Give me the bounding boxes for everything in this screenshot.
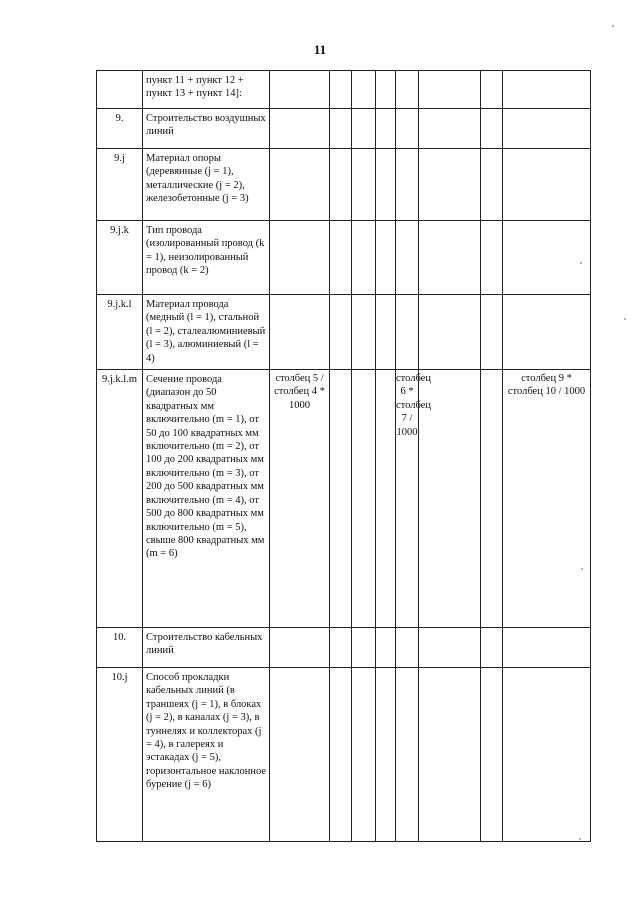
- row-description-cell: пункт 11 + пункт 12 + пункт 13 + пункт 14]:: [143, 71, 270, 109]
- table-row: [97, 668, 591, 842]
- value-cell: [481, 628, 503, 668]
- value-cell: [330, 370, 352, 628]
- value-cell: [330, 668, 352, 842]
- value-cell: [481, 370, 503, 628]
- formula-cell-col1: [270, 149, 330, 221]
- value-cell: [419, 221, 481, 295]
- formula-cell-col5: [396, 668, 419, 842]
- row-number-cell: 9.j.k.l: [97, 295, 143, 370]
- scan-speck: [581, 568, 583, 570]
- value-cell: [330, 71, 352, 109]
- row-number-cell: 9.: [97, 109, 143, 149]
- value-cell: [376, 668, 396, 842]
- table-row: [97, 370, 591, 628]
- row-description-cell: Материал опоры (деревянные (j = 1), металлические (j = 2), железобетонные (j = 3): [143, 149, 270, 221]
- value-cell: [481, 221, 503, 295]
- value-cell: [376, 71, 396, 109]
- value-cell: [481, 71, 503, 109]
- table-row: [97, 109, 591, 149]
- value-cell: [481, 295, 503, 370]
- value-cell: [376, 370, 396, 628]
- value-cell: [352, 668, 376, 842]
- value-cell: [376, 109, 396, 149]
- value-cell: [352, 221, 376, 295]
- table-row: [97, 628, 591, 668]
- row-description-cell: Строительство воздушных линий: [143, 109, 270, 149]
- formula-cell-col8: столбец 9 * столбец 10 / 1000: [503, 370, 591, 628]
- value-cell: [419, 71, 481, 109]
- table-row: [97, 221, 591, 295]
- formula-cell-col5: [396, 71, 419, 109]
- value-cell: [352, 370, 376, 628]
- value-cell: [352, 71, 376, 109]
- formula-cell-col1: столбец 5 / столбец 4 * 1000: [270, 370, 330, 628]
- formula-cell-col1: [270, 628, 330, 668]
- formula-cell-col8: [503, 109, 591, 149]
- formula-cell-col1: [270, 109, 330, 149]
- value-cell: [352, 149, 376, 221]
- formula-cell-col8: [503, 668, 591, 842]
- value-cell: [330, 221, 352, 295]
- row-description-cell: Тип провода (изолированный провод (k = 1), неизолированный провод (k = 2): [143, 221, 270, 295]
- formula-cell-col5: [396, 149, 419, 221]
- row-number-cell: 10.: [97, 628, 143, 668]
- value-cell: [330, 109, 352, 149]
- formula-cell-col8: [503, 628, 591, 668]
- page-number: 11: [313, 42, 327, 57]
- value-cell: [330, 628, 352, 668]
- formula-cell-col8: [503, 221, 591, 295]
- value-cell: [352, 109, 376, 149]
- row-number-cell: 9.j.k: [97, 221, 143, 295]
- row-number-cell: 9.j: [97, 149, 143, 221]
- formula-cell-col5: столбец 6 * столбец 7 / 1000: [396, 370, 419, 628]
- formula-cell-col1: [270, 668, 330, 842]
- value-cell: [330, 149, 352, 221]
- row-number-cell: 9.j.k.l.m: [97, 370, 143, 628]
- formula-cell-col8: [503, 295, 591, 370]
- formula-cell-col5: [396, 295, 419, 370]
- value-cell: [481, 109, 503, 149]
- row-number-cell: [97, 71, 143, 109]
- formula-cell-col5: [396, 221, 419, 295]
- scan-speck: [624, 318, 626, 320]
- value-cell: [376, 149, 396, 221]
- table-row: [97, 149, 591, 221]
- formula-cell-col8: [503, 149, 591, 221]
- value-cell: [419, 149, 481, 221]
- value-cell: [419, 628, 481, 668]
- value-cell: [352, 628, 376, 668]
- formula-cell-col1: [270, 221, 330, 295]
- row-number-cell: 10.j: [97, 668, 143, 842]
- row-description-cell: Строительство кабельных линий: [143, 628, 270, 668]
- value-cell: [481, 149, 503, 221]
- row-description-cell: Способ прокладки кабельных линий (в траншеях (j = 1), в блоках (j = 2), в каналах (j = 3), в туннелях и коллекторах (j = 4), в галереях и эстакадах (j = 5), горизонтальное наклонное бурение (j = 6): [143, 668, 270, 842]
- row-description-cell: Материал провода (медный (l = 1), стальной (l = 2), сталеалюминиевый (l = 3), алюминиевый (l = 4): [143, 295, 270, 370]
- table-row: [97, 71, 591, 109]
- value-cell: [376, 221, 396, 295]
- table-row: [97, 295, 591, 370]
- scan-speck: [580, 262, 582, 264]
- formula-cell-col1: [270, 295, 330, 370]
- value-cell: [419, 295, 481, 370]
- value-cell: [419, 109, 481, 149]
- row-description-cell: Сечение провода (диапазон до 50 квадратных мм включительно (m = 1), от 50 до 100 квадратных мм включительно (m = 2), от 100 до 200 квадратных мм включительно (m = 3), от 200 до 500 квадратных мм включительно (m = 4), от 500 до 800 квадратных мм включительно (m = 5), свыше 800 квадратных мм (m = 6): [143, 370, 270, 628]
- scan-speck: [579, 838, 581, 840]
- scan-speck: [612, 25, 614, 27]
- value-cell: [481, 668, 503, 842]
- formula-cell-col1: [270, 71, 330, 109]
- value-cell: [419, 668, 481, 842]
- formula-cell-col5: [396, 109, 419, 149]
- value-cell: [352, 295, 376, 370]
- value-cell: [376, 295, 396, 370]
- cost-table: [96, 70, 591, 842]
- formula-cell-col5: [396, 628, 419, 668]
- value-cell: [376, 628, 396, 668]
- formula-cell-col8: [503, 71, 591, 109]
- value-cell: [330, 295, 352, 370]
